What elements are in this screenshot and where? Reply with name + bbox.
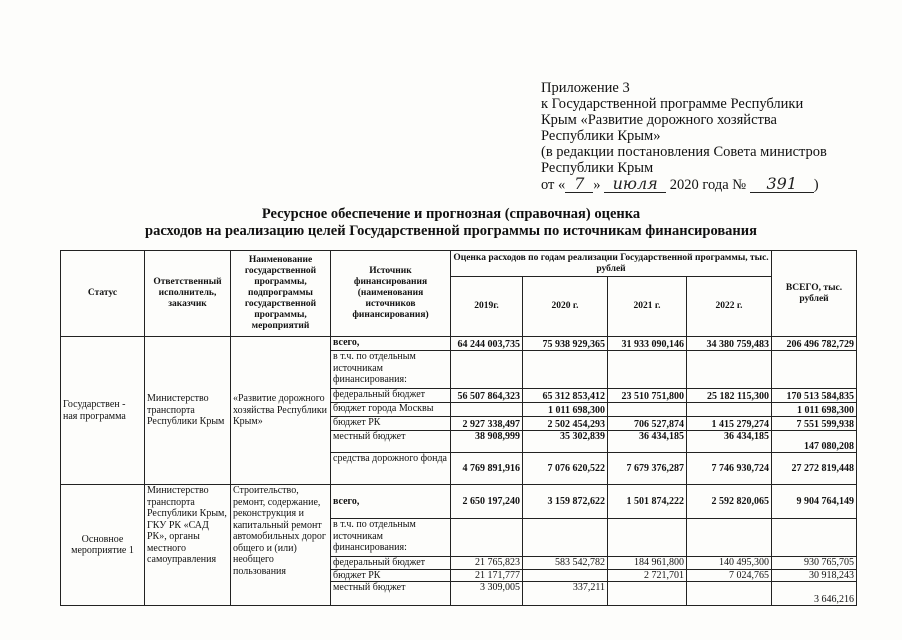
- value-total: 27 272 819,448: [772, 453, 857, 485]
- value-2022: 7 746 930,724: [687, 453, 772, 485]
- value-2019: 2 927 338,497: [451, 417, 523, 431]
- value-total: 206 496 782,729: [772, 337, 857, 351]
- value-2020: [523, 351, 608, 389]
- value-2019: 2 650 197,240: [451, 485, 523, 519]
- value-2019: [451, 403, 523, 417]
- value-2022: 1 415 279,274: [687, 417, 772, 431]
- header-status: Статус: [61, 251, 145, 337]
- executor-cell: Министерство транспорта Республики Крым, ГКУ РК «САД РК», органы местного самоуправления: [145, 485, 231, 606]
- appendix-block: [541, 80, 871, 193]
- value-2019: 56 507 864,323: [451, 389, 523, 403]
- value-2022: 34 380 759,483: [687, 337, 772, 351]
- header-year-2021: 2021 г.: [608, 277, 687, 337]
- value-2022: [687, 582, 772, 606]
- date-prefix: от «: [541, 177, 566, 193]
- value-2021: 184 961,800: [608, 557, 687, 570]
- value-2020: 1 011 698,300: [523, 403, 608, 417]
- value-2021: [608, 519, 687, 557]
- appendix-line: Приложение 3: [541, 80, 630, 96]
- source-cell: бюджет города Москвы: [331, 403, 451, 417]
- title-line-1: Ресурсное обеспечение и прогнозная (справочная) оценка: [261, 206, 641, 222]
- value-2020: 2 502 454,293: [523, 417, 608, 431]
- appendix-line: к Государственной программе Республики: [541, 96, 804, 112]
- value-2020: 75 938 929,365: [523, 337, 608, 351]
- value-2021: [608, 403, 687, 417]
- source-cell: средства дорожного фонда: [331, 453, 451, 485]
- value-2020: 35 302,839: [523, 431, 608, 453]
- program-name-cell: Строительство, ремонт, содержание, реконструкция и капитальный ремонт автомобильных дорог общего и (или) необщего пользования: [231, 485, 331, 606]
- header-total: ВСЕГО, тыс. рублей: [772, 251, 857, 337]
- value-2022: 36 434,185: [687, 431, 772, 453]
- date-day: 7: [565, 176, 593, 193]
- value-2022: 140 495,300: [687, 557, 772, 570]
- value-2021: 2 721,701: [608, 569, 687, 582]
- header-estimate: Оценка расходов по годам реализации Государственной программы, тыс. рублей: [451, 251, 772, 277]
- value-total: 1 011 698,300: [772, 403, 857, 417]
- value-2020: [523, 569, 608, 582]
- value-2021: 31 933 090,146: [608, 337, 687, 351]
- date-mid: »: [593, 177, 601, 193]
- value-2019: 64 244 003,735: [451, 337, 523, 351]
- status-cell: Основное мероприятие 1: [61, 485, 145, 606]
- source-cell: местный бюджет: [331, 582, 451, 606]
- value-total: 30 918,243: [772, 569, 857, 582]
- value-2019: 3 309,005: [451, 582, 523, 606]
- value-total: [772, 351, 857, 389]
- resource-table: [60, 250, 857, 606]
- source-cell: местный бюджет: [331, 431, 451, 453]
- appendix-line: Республики Крым: [541, 160, 654, 176]
- source-cell: федеральный бюджет: [331, 557, 451, 570]
- value-total: 3 646,216: [772, 582, 857, 606]
- value-2020: 7 076 620,522: [523, 453, 608, 485]
- value-2021: 7 679 376,287: [608, 453, 687, 485]
- value-2020: 583 542,782: [523, 557, 608, 570]
- value-2022: 25 182 115,300: [687, 389, 772, 403]
- title-line-2: расходов на реализацию целей Государственной программы по источникам финансирования: [145, 223, 757, 239]
- header-executor: Ответственный исполнитель, заказчик: [145, 251, 231, 337]
- decree-number: 391: [750, 176, 814, 193]
- source-cell: всего,: [331, 337, 451, 351]
- source-cell: в т.ч. по отдельным источникам финансирования:: [331, 519, 451, 557]
- source-cell: федеральный бюджет: [331, 389, 451, 403]
- appendix-date-line: [541, 176, 871, 193]
- value-2020: 65 312 853,412: [523, 389, 608, 403]
- value-2021: 23 510 751,800: [608, 389, 687, 403]
- value-total: 170 513 584,835: [772, 389, 857, 403]
- value-2021: 1 501 874,222: [608, 485, 687, 519]
- executor-cell: Министерство транспорта Республики Крым: [145, 337, 231, 485]
- value-2021: 706 527,874: [608, 417, 687, 431]
- header-year-2019: 2019г.: [451, 277, 523, 337]
- value-2019: 21 171,777: [451, 569, 523, 582]
- value-total: 7 551 599,938: [772, 417, 857, 431]
- value-2019: 38 908,999: [451, 431, 523, 453]
- value-total: 9 904 764,149: [772, 485, 857, 519]
- appendix-line: Крым «Развитие дорожного хозяйства: [541, 112, 777, 128]
- value-2019: [451, 351, 523, 389]
- value-total: 930 765,705: [772, 557, 857, 570]
- header-year-2020: 2020 г.: [523, 277, 608, 337]
- source-cell: бюджет РК: [331, 417, 451, 431]
- value-2019: [451, 519, 523, 557]
- table-row: [61, 485, 857, 519]
- value-2022: [687, 351, 772, 389]
- source-cell: в т.ч. по отдельным источникам финансирования:: [331, 351, 451, 389]
- value-2022: [687, 403, 772, 417]
- value-2021: [608, 582, 687, 606]
- header-year-2022: 2022 г.: [687, 277, 772, 337]
- source-cell: всего,: [331, 485, 451, 519]
- value-2021: 36 434,185: [608, 431, 687, 453]
- appendix-line: Республики Крым»: [541, 128, 661, 144]
- value-2020: [523, 519, 608, 557]
- value-2022: 2 592 820,065: [687, 485, 772, 519]
- document-title: [0, 206, 902, 240]
- value-2022: 7 024,765: [687, 569, 772, 582]
- value-2019: 4 769 891,916: [451, 453, 523, 485]
- value-total: 147 080,208: [772, 431, 857, 453]
- date-year: 2020 года №: [669, 177, 747, 193]
- appendix-line: (в редакции постановления Совета министров: [541, 144, 827, 160]
- value-2019: 21 765,823: [451, 557, 523, 570]
- date-close: ): [813, 177, 819, 193]
- header-source: Источник финансирования (наименования источников финансирования): [331, 251, 451, 337]
- header-name: Наименование государственной программы, подпрограммы государственной программы, мероприятий: [231, 251, 331, 337]
- value-2021: [608, 351, 687, 389]
- status-cell: Государствен - ная программа: [61, 337, 145, 485]
- value-2020: 3 159 872,622: [523, 485, 608, 519]
- program-name-cell: «Развитие дорожного хозяйства Республики Крым»: [231, 337, 331, 485]
- table-row: [61, 337, 857, 351]
- value-2022: [687, 519, 772, 557]
- source-cell: бюджет РК: [331, 569, 451, 582]
- value-2020: 337,211: [523, 582, 608, 606]
- value-total: [772, 519, 857, 557]
- date-month: июля: [604, 176, 666, 193]
